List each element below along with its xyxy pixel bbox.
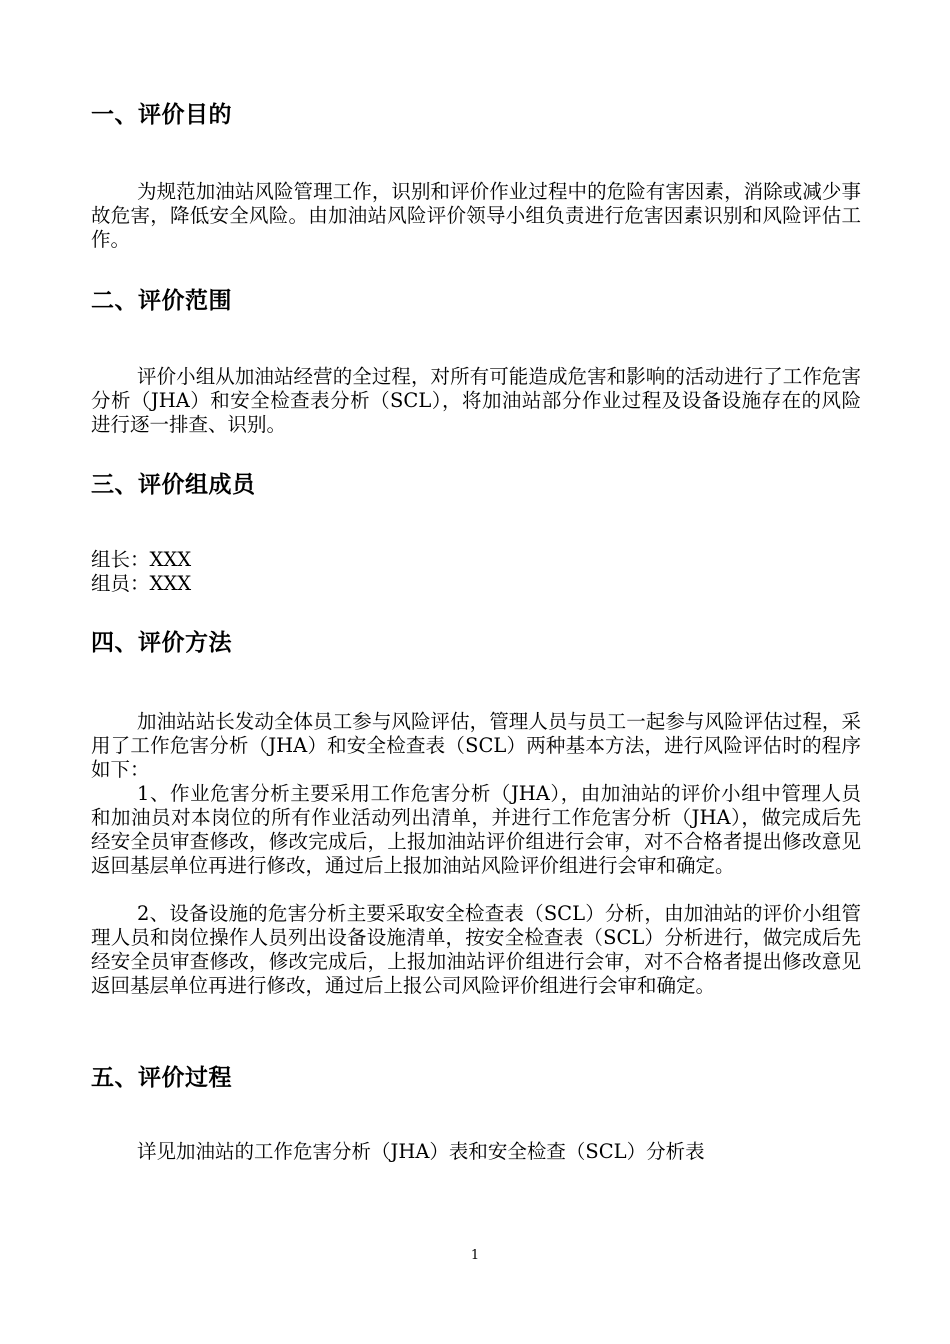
- section-heading-purpose: 一、评价目的: [91, 102, 232, 128]
- section-heading-scope: 二、评价范围: [91, 288, 232, 314]
- paragraph-method-jha: 1、作业危害分析主要采用工作危害分析（JHA），由加油站的评价小组中管理人员和加油员对本岗位的所有作业活动列出清单，并进行工作危害分析（JHA），做完成后先经安全员审查修改，修改完成后，上报加油站评价组进行会审，对不合格者提出修改意见返回基层单位再进行修改，通过后上报加油站风险评价组进行会审和确定。: [91, 782, 861, 877]
- paragraph-process: 详见加油站的工作危害分析（JHA）表和安全检查（SCL）分析表: [137, 1140, 705, 1163]
- section-heading-method: 四、评价方法: [91, 630, 232, 656]
- section-heading-process: 五、评价过程: [91, 1065, 232, 1091]
- team-leader: 组长：XXX: [91, 548, 192, 571]
- paragraph-scope: 评价小组从加油站经营的全过程，对所有可能造成危害和影响的活动进行了工作危害分析（JHA）和安全检查表分析（SCL），将加油站部分作业过程及设备设施存在的风险进行逐一排查、识别。: [91, 365, 861, 436]
- section-heading-members: 三、评价组成员: [91, 472, 256, 498]
- page-number: 1: [470, 1248, 480, 1263]
- team-member: 组员：XXX: [91, 572, 192, 595]
- paragraph-method-scl: 2、设备设施的危害分析主要采取安全检查表（SCL）分析，由加油站的评价小组管理人员和岗位操作人员列出设备设施清单，按安全检查表（SCL）分析进行，做完成后先经安全员审查修改，修改完成后，上报加油站评价组进行会审，对不合格者提出修改意见返回基层单位再进行修改，通过后上报公司风险评价组进行会审和确定。: [91, 902, 861, 997]
- paragraph-purpose: 为规范加油站风险管理工作，识别和评价作业过程中的危险有害因素，消除或减少事故危害，降低安全风险。由加油站风险评价领导小组负责进行危害因素识别和风险评估工作。: [91, 180, 861, 251]
- paragraph-method-intro: 加油站站长发动全体员工参与风险评估，管理人员与员工一起参与风险评估过程，采用了工作危害分析（JHA）和安全检查表（SCL）两种基本方法，进行风险评估时的程序如下：: [91, 710, 861, 781]
